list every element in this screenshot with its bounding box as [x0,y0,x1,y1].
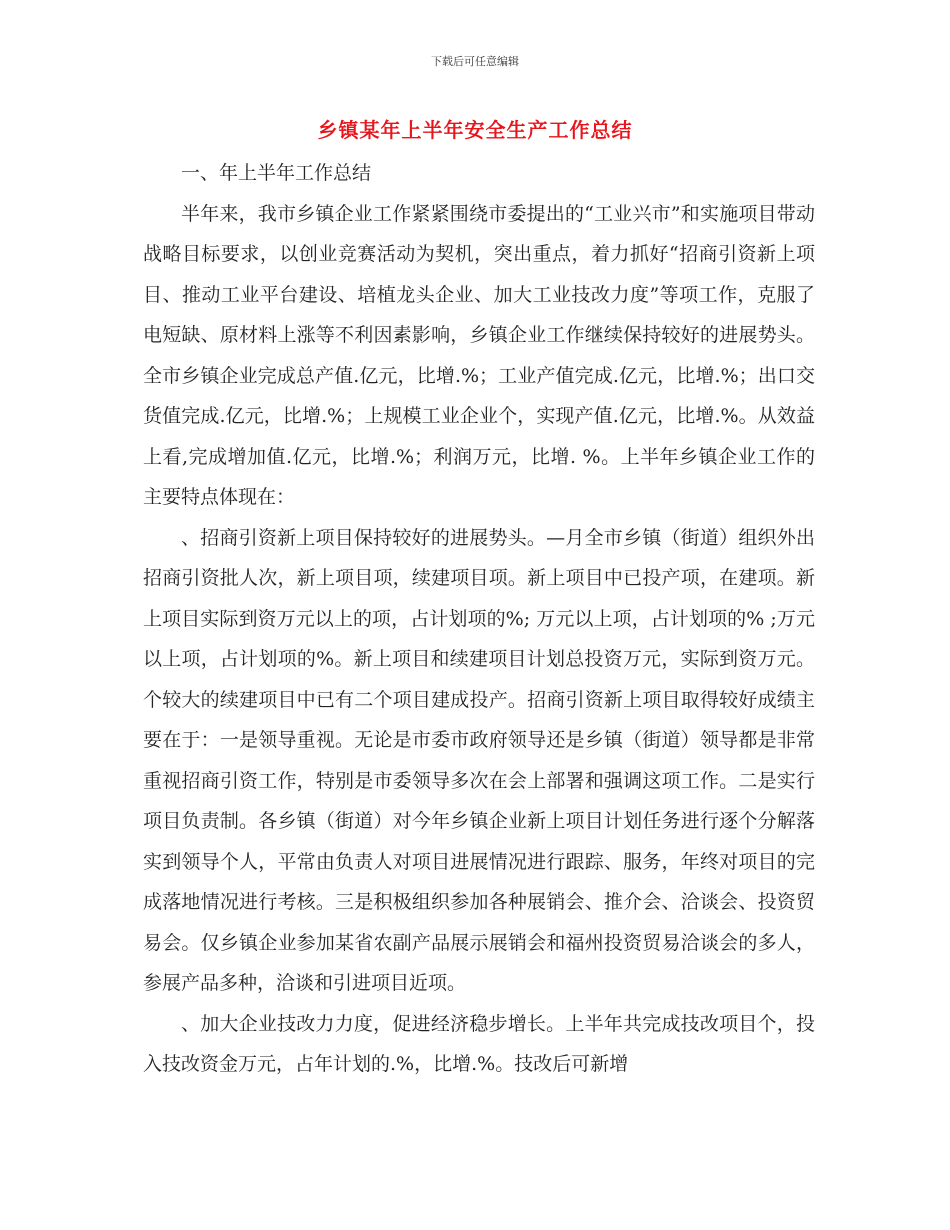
paragraph-technical-upgrade: 、加大企业技改力力度，促进经济稳步增长。上半年共完成技改项目个，投入技改资金万元，占年计划的.%，比增.%。技改后可新增 [143,1012,815,1075]
paragraph-investment: 、招商引资新上项目保持较好的进展势头。—月全市乡镇（街道）组织外出招商引资批人次，新上项目项，续建项目项。新上项目中已投产项，在建项。新上项目实际到资万元以上的项，占计划项的%; 万元以上项，占计划项的% ;万元以上项，占计划项的%。新上项目和续建项目计划总投资万元，实际到资万元。个较大的续建项目中已有二个项目建成投产。招商引资新上项目取得较好成绩主要在于：一是领导重视。无论是市委市政府领导还是乡镇（街道）领导都是非常重视招商引资工作，特别是市委领导多次在会上部署和强调这项工作。二是实行项目负责制。各乡镇（街道）对今年乡镇企业新上项目计划任务进行逐个分解落实到领导个人，平常由负责人对项目进展情况进行跟踪、服务，年终对项目的完成落地情况进行考核。三是积极组织参加各种展销会、推介会、洽谈会、投资贸易会。仅乡镇企业参加某省农副产品展示展销会和福州投资贸易洽谈会的多人，参展产品多种，洽谈和引进项目近项。 [143,526,815,994]
page-header-note: 下载后可任意编辑 [431,55,519,68]
document-title: 乡镇某年上半年安全生产工作总结 [317,118,633,142]
section-heading: 一、年上半年工作总结 [181,162,372,184]
document-body [143,153,815,1085]
paragraph-summary: 半年来，我市乡镇企业工作紧紧围绕市委提出的“工业兴市”和实施项目带动战略目标要求，以创业竞赛活动为契机，突出重点，着力抓好“招商引资新上项目、推动工业平台建设、培植龙头企业、加大工业技改力度”等项工作，克服了电短缺、原材料上涨等不利因素影响，乡镇企业工作继续保持较好的进展势头。全市乡镇企业完成总产值.亿元，比增.%；工业产值完成.亿元，比增.%；出口交货值完成.亿元，比增.%；上规模工业企业个，实现产值.亿元，比增.%。从效益上看,完成增加值.亿元，比增.%；利润万元，比增. %。上半年乡镇企业工作的主要特点体现在： [143,202,815,508]
